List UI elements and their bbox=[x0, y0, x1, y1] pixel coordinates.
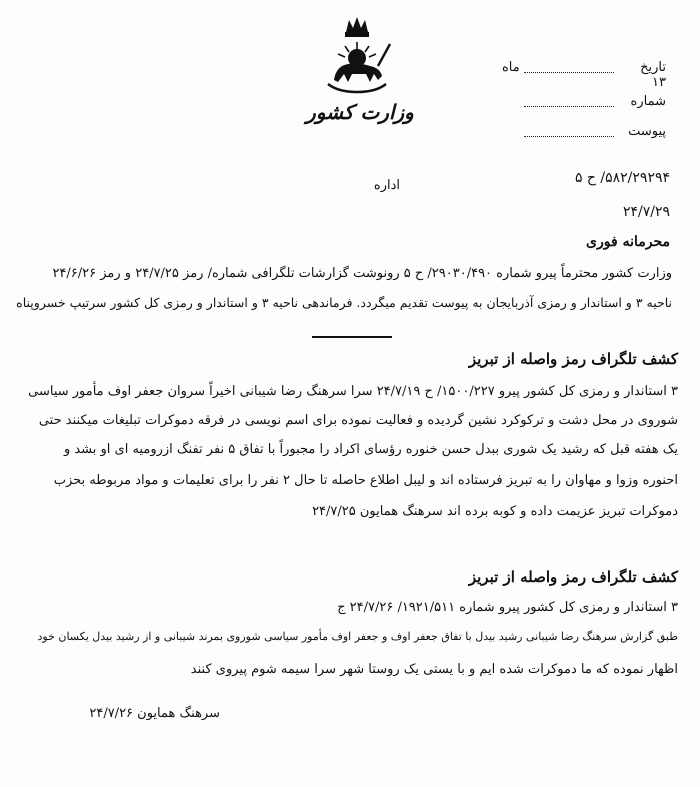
telegram-1-line: احنوره وزوا و مهاوان را به تبریز فرستاده اند و لیبل اطلاع حاصله تا حال ۲ نفر را برای تعلیمات و مواد مربوطه بحزب bbox=[53, 473, 678, 488]
number-blank bbox=[524, 96, 614, 107]
telegram-2-title: کشف تلگراف رمز واصله از تبریز bbox=[468, 568, 678, 586]
attachment-row bbox=[486, 124, 666, 139]
attachment-label: پیوست bbox=[628, 124, 666, 139]
classification-label: محرمانه فوری bbox=[586, 234, 670, 250]
reference-number: ۵۸۲/۲۹۲۹۴/ ح ۵ bbox=[574, 170, 670, 186]
reference-date: ۲۴/۷/۲۹ bbox=[622, 204, 670, 220]
telegram-2-line: طبق گزارش سرهنگ رضا شیبانی رشید بیدل با تفاق جعفر اوف و جعفر اوف مأمور سیاسی شوروی بمرند شیبانی و از رشید بیدل یکسان خود bbox=[37, 630, 678, 643]
telegram-1-line: ۳ استاندار و رمزی کل کشور پیرو ۱۵۰۰/۲۲۷/ ح ۲۴/۷/۱۹ سرا سرهنگ رضا شیبانی اخیراً سروان جعفر اوف مأمور سیاسی bbox=[28, 384, 678, 399]
telegram-2-line: ۳ استاندار و رمزی کل کشور پیرو شماره ۱۹۲۱/۵۱۱/ ۲۴/۷/۲۶ ج bbox=[337, 600, 678, 615]
number-label: شماره bbox=[630, 94, 666, 109]
telegram-1-line: شوروی در محل دشت و ترکوکرد نشین گردیده و فعالیت نموده برای اسم نویسی در فرقه دموکرات تبلیغات میکنند حتی bbox=[38, 413, 678, 428]
telegram-2-signature: سرهنگ همایون ۲۴/۷/۲۶ bbox=[89, 706, 220, 721]
date-value: ماه ۱۳ bbox=[501, 60, 666, 90]
lion-and-sun-emblem-icon bbox=[318, 14, 396, 94]
ministry-title: وزارت کشور bbox=[306, 100, 414, 124]
number-row bbox=[486, 94, 666, 109]
intro-line-1: وزارت کشور محترماً پیرو شماره ۲۹۰۳۰/۴۹۰/ ح ۵ رونوشت گزارشات تلگرافی شماره/ رمز ۲۴/۷/۲۵ و رمز ۲۴/۶/۲۶ bbox=[52, 266, 672, 281]
telegram-1-line: دموکرات تبریز عزیمت داده و کوبه برده اند سرهنگ همایون ۲۴/۷/۲۵ bbox=[312, 504, 678, 519]
telegram-1-title: کشف تلگراف رمز واصله از تبریز bbox=[468, 350, 678, 368]
date-blank bbox=[524, 62, 614, 73]
intro-line-2: ناحیه ۳ و استاندار و رمزی آذربایجان به پیوست تقدیم میگردد. فرماندهی ناحیه ۳ و استاندار و رمزی کل کشور سرتیپ خسروپناه bbox=[16, 295, 672, 310]
attachment-blank bbox=[524, 126, 614, 137]
telegram-2-line: اظهار نموده که ما دموکرات شده ایم و با یستی یک روستا شهر سرا سیمه شوم پیروی کنند bbox=[190, 662, 678, 677]
telegram-1-line: یک هفته قبل که رشید یک شوری ببدل حسن خنوره رؤسای اکراد را مجبوراً با تفاق ۵ نفر تفنگ ازرومیه ای او بشد و bbox=[63, 442, 678, 457]
date-row bbox=[486, 60, 666, 90]
date-label: تاریخ bbox=[640, 60, 666, 75]
department-label: اداره bbox=[373, 178, 400, 193]
section-divider bbox=[312, 336, 392, 338]
